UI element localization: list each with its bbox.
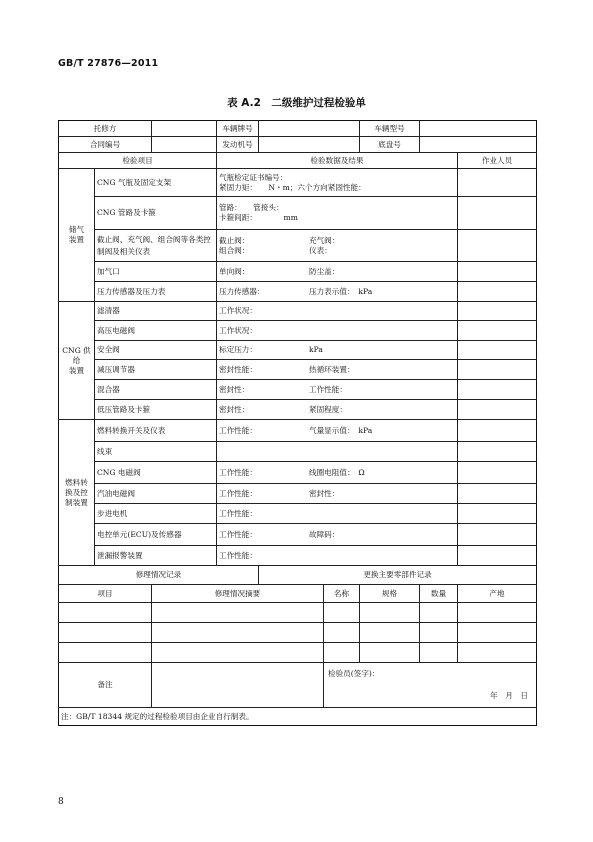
table-row	[59, 400, 537, 420]
inspection-result	[217, 169, 458, 197]
staff-field[interactable]	[458, 524, 537, 546]
table-row	[59, 546, 537, 566]
inspection-item: 燃料转换开关及仪表	[95, 420, 217, 442]
record-header: 规格	[360, 585, 420, 603]
staff-field[interactable]	[458, 504, 537, 524]
inspection-result	[217, 524, 458, 546]
record-entry-field[interactable]	[152, 623, 324, 643]
table-row	[59, 321, 537, 341]
result-line	[219, 236, 455, 246]
meta-value-field[interactable]	[152, 121, 217, 137]
table-row	[59, 623, 537, 643]
staff-field[interactable]	[458, 321, 537, 341]
meta-label: 发动机号	[217, 137, 259, 153]
result-field: 防尘盖：	[309, 266, 340, 276]
record-entry-field[interactable]	[360, 623, 420, 643]
group-label-line: CNG 供给	[62, 345, 91, 365]
staff-field[interactable]	[458, 262, 537, 282]
inspection-item: 截止阀、充气阀、组合阀等各类控制阀及相关仪表	[95, 230, 217, 262]
meta-value-field[interactable]	[420, 121, 537, 137]
staff-field[interactable]	[458, 400, 537, 420]
col-header-staff: 作业人员	[458, 153, 537, 169]
result-field: 密封性：	[219, 384, 250, 394]
table-row	[59, 484, 537, 504]
record-entry-field[interactable]	[324, 623, 360, 643]
result-line	[219, 468, 455, 478]
result-line	[219, 405, 455, 415]
col-header-result: 检验数据及结果	[217, 153, 458, 169]
result-field: 密封性：	[219, 404, 250, 414]
record-entry-field[interactable]	[152, 603, 324, 623]
result-field: 工作性能：	[219, 467, 257, 477]
meta-value-field[interactable]	[152, 137, 217, 153]
repair-record-title: 修理情况记录	[59, 566, 259, 585]
inspection-item: 低压管路及卡箍	[95, 400, 217, 420]
result-field: 工作性能：	[219, 488, 257, 498]
staff-field[interactable]	[458, 462, 537, 484]
page-number: 8	[58, 797, 64, 807]
record-header: 项目	[59, 585, 152, 603]
result-line: 管路： 管接头：	[219, 203, 284, 212]
table-row	[59, 282, 537, 302]
staff-field[interactable]	[458, 442, 537, 462]
result-field: 组合阀：	[219, 245, 250, 255]
parts-record-title: 更换主要零部件记录	[259, 566, 537, 585]
table-row	[59, 360, 537, 380]
table-row	[59, 708, 537, 726]
staff-field[interactable]	[458, 230, 537, 262]
remark-label: 备注	[59, 663, 152, 708]
table-note: 注：GB/T 18344 规定的过程检验项目由企业自行制表。	[59, 708, 537, 726]
inspection-item: CNG 电磁阀	[95, 462, 217, 484]
inspection-result: 工作状况：	[217, 302, 458, 321]
result-field: 充气阀：	[309, 235, 340, 245]
result-line	[219, 246, 455, 256]
result-line: 气瓶检定证书编号：	[219, 172, 288, 182]
record-header: 产地	[458, 585, 537, 603]
inspection-result: 工作状况：	[217, 321, 458, 341]
result-field: 热循环装置：	[309, 364, 355, 374]
inspection-result	[217, 462, 458, 484]
record-entry-field[interactable]	[458, 623, 537, 643]
table-row	[59, 197, 537, 230]
table-row	[59, 643, 537, 663]
table-title: 表 A.2 二级维护过程检验单	[227, 97, 366, 109]
result-field: 密封性：	[309, 488, 340, 498]
record-entry-field[interactable]	[324, 643, 360, 663]
table-row	[59, 603, 537, 623]
group-label-line: 换及控	[65, 487, 88, 497]
staff-field[interactable]	[458, 302, 537, 321]
result-field: 压力表示值： kPa	[309, 286, 373, 296]
inspection-result	[217, 484, 458, 504]
result-field: 标定压力：	[219, 345, 257, 354]
group-label	[59, 169, 95, 302]
staff-field[interactable]	[458, 282, 537, 302]
record-entry-field[interactable]	[59, 623, 152, 643]
record-entry-field[interactable]	[360, 603, 420, 623]
group-label-line: 燃料转	[65, 477, 88, 487]
staff-field[interactable]	[458, 546, 537, 566]
group-label	[59, 420, 95, 566]
inspector-signature-cell	[324, 663, 537, 708]
meta-value-field[interactable]	[420, 137, 537, 153]
result-line	[219, 365, 455, 375]
inspection-result	[217, 262, 458, 282]
record-entry-field[interactable]	[360, 643, 420, 663]
inspection-result	[217, 380, 458, 400]
table-row	[59, 524, 537, 546]
meta-label: 托修方	[59, 121, 152, 137]
record-header: 数量	[420, 585, 458, 603]
result-line	[219, 489, 455, 499]
inspection-result	[217, 360, 458, 380]
inspection-item: 加气口	[95, 262, 217, 282]
record-entry-field[interactable]	[59, 603, 152, 623]
result-field: 故障码：	[309, 529, 340, 539]
group-label-line: 装置	[68, 235, 85, 244]
record-entry-field[interactable]	[152, 643, 324, 663]
inspection-item: 减压调节器	[95, 360, 217, 380]
result-line	[219, 345, 455, 355]
table-row	[59, 663, 537, 708]
meta-label: 底盘号	[360, 137, 420, 153]
result-field: kPa	[309, 345, 323, 354]
result-field: 工作性能：	[219, 425, 257, 435]
inspection-item: 汽油电磁阀	[95, 484, 217, 504]
record-entry-field[interactable]	[458, 603, 537, 623]
meta-label: 车辆型号	[360, 121, 420, 137]
staff-field[interactable]	[458, 341, 537, 360]
inspection-result	[217, 341, 458, 360]
result-field: 压力传感器：	[219, 286, 265, 296]
inspection-item: 电控单元(ECU)及传感器	[95, 524, 217, 546]
inspection-result	[217, 197, 458, 230]
table-row	[59, 262, 537, 282]
result-line	[219, 426, 455, 436]
inspection-table	[58, 120, 537, 726]
inspection-result: 工作性能：	[217, 546, 458, 566]
result-field: 截止阀：	[219, 235, 250, 245]
inspection-result	[217, 230, 458, 262]
staff-field[interactable]	[458, 380, 537, 400]
meta-value-field[interactable]	[259, 121, 360, 137]
result-field: 紧固程度：	[309, 404, 347, 414]
inspection-item: 高压电磁阀	[95, 321, 217, 341]
staff-field[interactable]	[458, 360, 537, 380]
inspection-item: 压力传感器及压力表	[95, 282, 217, 302]
inspection-result	[217, 400, 458, 420]
result-field: 仪表：	[309, 245, 332, 255]
col-header-item: 检验项目	[59, 153, 217, 169]
record-entry-field[interactable]	[420, 643, 458, 663]
result-line: 卡箍间距： mm	[219, 213, 298, 222]
meta-value-field[interactable]	[259, 137, 360, 153]
table-row	[59, 153, 537, 169]
staff-field[interactable]	[458, 484, 537, 504]
result-field: 工作性能：	[219, 529, 257, 539]
inspection-item: 步进电机	[95, 504, 217, 524]
inspector-label: 检验员(签字)：	[328, 669, 380, 678]
table-row	[59, 442, 537, 462]
table-row	[59, 230, 537, 262]
table-row	[59, 341, 537, 360]
table-row	[59, 420, 537, 442]
result-field: 单向阀：	[219, 266, 250, 276]
standard-number: GB/T 27876—2011	[58, 58, 159, 69]
inspection-item: CNG 管路及卡箍	[95, 197, 217, 230]
table-row	[59, 380, 537, 400]
record-header: 名称	[324, 585, 360, 603]
table-row	[59, 566, 537, 585]
record-entry-field[interactable]	[324, 603, 360, 623]
date-label: 年 月 日	[490, 691, 528, 700]
meta-label: 车辆牌号	[217, 121, 259, 137]
inspection-result	[217, 420, 458, 442]
record-header: 修理情况摘要	[152, 585, 324, 603]
result-line	[219, 385, 455, 395]
remark-field[interactable]	[152, 663, 324, 708]
inspection-result	[217, 442, 458, 462]
inspection-item: CNG 气瓶及固定支架	[95, 169, 217, 197]
table-row	[59, 121, 537, 137]
group-label	[59, 302, 95, 420]
group-label-line: 储气	[68, 225, 85, 234]
record-entry-field[interactable]	[420, 603, 458, 623]
inspection-item: 泄漏报警装置	[95, 546, 217, 566]
inspection-item: 混合器	[95, 380, 217, 400]
record-entry-field[interactable]	[458, 643, 537, 663]
result-line	[219, 267, 455, 277]
result-field: 密封性能：	[219, 364, 257, 374]
group-label-line: 制装置	[65, 497, 88, 507]
inspection-result	[217, 282, 458, 302]
record-entry-field[interactable]	[59, 643, 152, 663]
staff-field[interactable]	[458, 420, 537, 442]
inspection-result: 工作性能：	[217, 504, 458, 524]
result-field: 线圈电阻值： Ω	[309, 467, 365, 477]
table-row	[59, 585, 537, 603]
result-line: 紧固力矩： N・m；六个方向紧固性能：	[219, 182, 366, 192]
group-label-line: 装置	[68, 365, 85, 375]
inspection-item: 安全阀	[95, 341, 217, 360]
table-row	[59, 462, 537, 484]
staff-field[interactable]	[458, 197, 537, 230]
inspection-item: 线束	[95, 442, 217, 462]
result-field: 工作性能：	[309, 384, 347, 394]
table-row	[59, 137, 537, 153]
table-row	[59, 504, 537, 524]
result-line	[219, 287, 455, 297]
record-entry-field[interactable]	[420, 623, 458, 643]
table-row	[59, 302, 537, 321]
staff-field[interactable]	[458, 169, 537, 197]
meta-label: 合同编号	[59, 137, 152, 153]
result-field: 气量显示值： kPa	[309, 425, 373, 435]
result-line	[219, 530, 455, 540]
table-row	[59, 169, 537, 197]
inspection-item: 滤清器	[95, 302, 217, 321]
